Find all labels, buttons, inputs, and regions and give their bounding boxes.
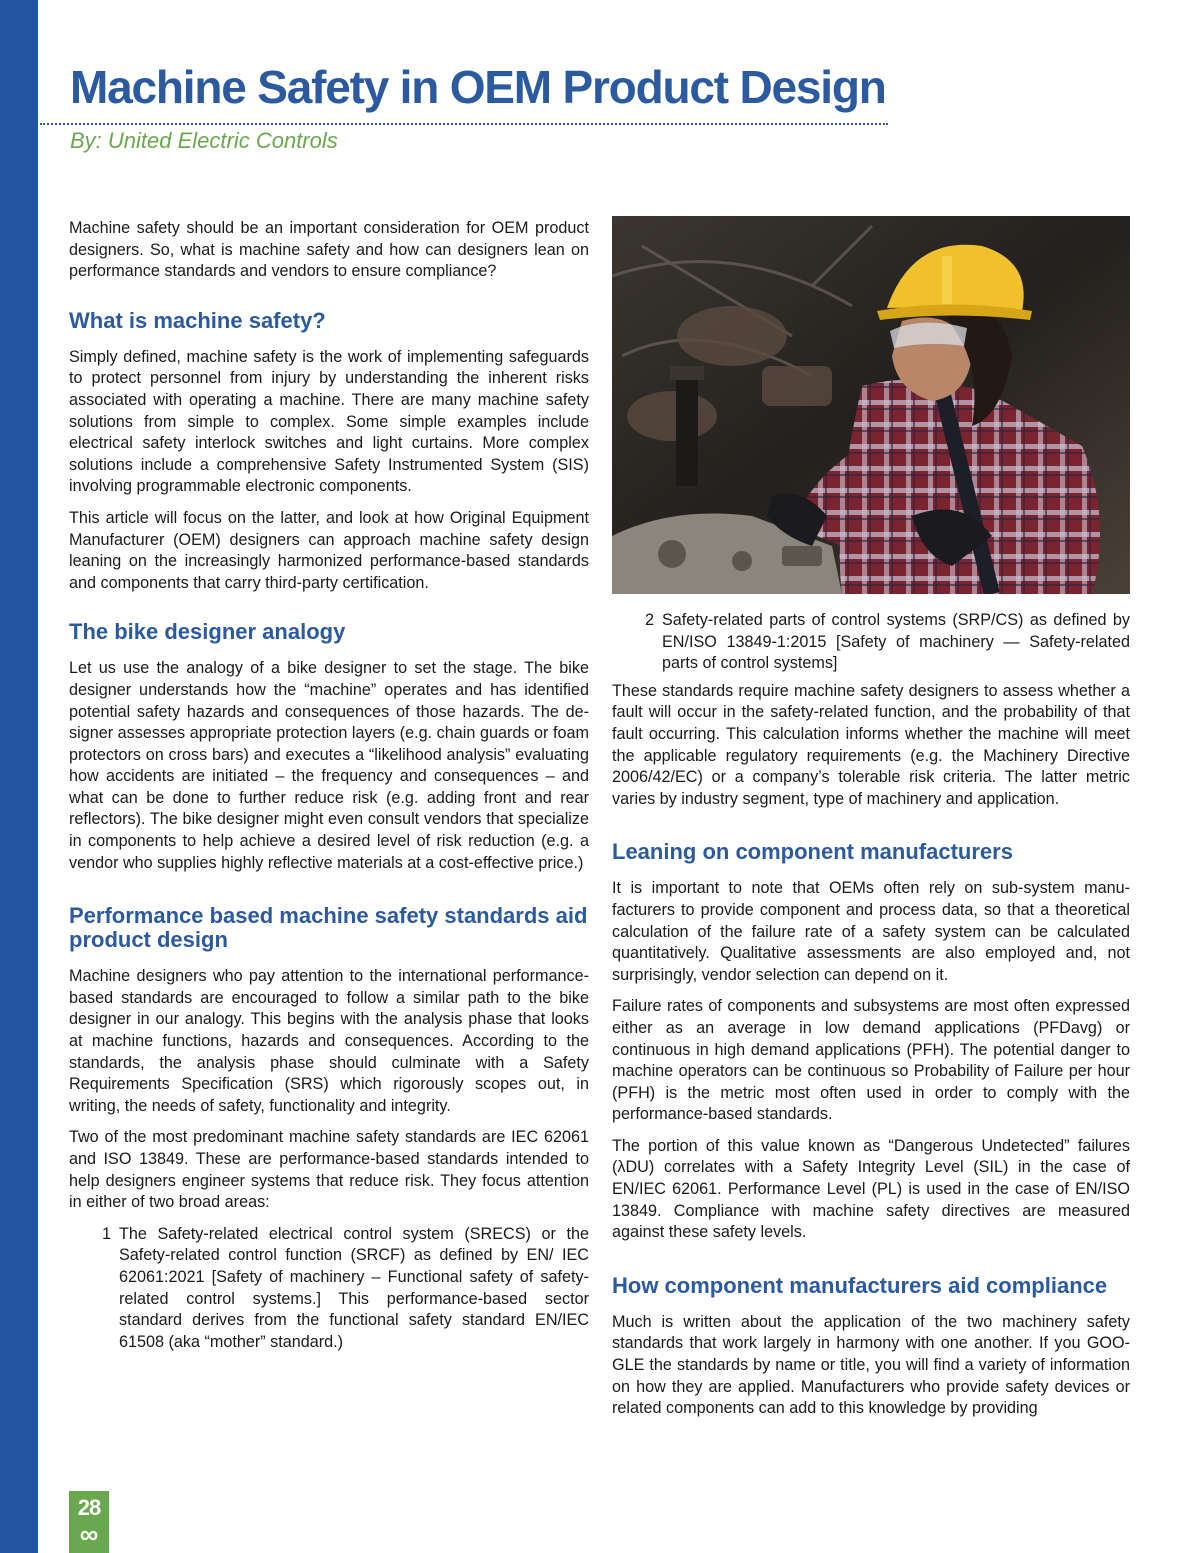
heading-bike-designer-analogy: The bike designer analogy [69, 619, 346, 645]
paragraph: It is important to note that OEMs often rely on sub-system manufacturers to provide component and process data, so that a theoretical calculation of the failure rate of a safety system can be calculated quantitatively. Qualitative assessments are also employed and, not surprisingly, vendor selection can depend on it. [612, 879, 1130, 984]
intro-paragraph: Machine safety should be an important consideration for OEM product designers. So, what is machine safety and how can designers lean on performance standards and vendors to ensure compliance? [69, 219, 589, 281]
list-item [612, 610, 1130, 675]
list-number: 1 [101, 1224, 111, 1243]
paragraph: The portion of this value known as “Dangerous Undetected” failures (λDU) correlates with a Safety Integrity Level (SIL) in the case of EN/IEC 62061. Performance Level (PL) is used in the case of EN/ISO 13849. Compliance with machine safety directives are measured against these safety levels. [612, 1136, 1130, 1242]
heading-leaning-on-manufacturers: Leaning on component manufacturers [612, 839, 1013, 865]
left-column [69, 218, 589, 1359]
page-number-badge [69, 1491, 109, 1553]
list-text: Safety-related parts of control systems (SRP/CS) as defined by EN/ISO 13849-1:2015 [Safety of machinery — Safety-related parts of control systems] [662, 611, 1130, 673]
list-item [69, 1224, 589, 1354]
list-number: 2 [644, 611, 654, 629]
byline: By: United Electric Controls [70, 128, 338, 153]
paragraph: Simply defined, machine safety is the work of implementing safeguards to protect personnel from injury by understanding the inherent risks associated with operating a machine. There are many machine safety solutions from simple to complex. Some simple examples include electrical safety interlock switches and light curtains. More complex solutions include a comprehensive Safety Instrumented System (SIS) involving programmable electronic components. [69, 347, 589, 496]
paragraph: Let us use the analogy of a bike designer to set the stage. The bike designer understands how the “machine” operates and has identified potential safety hazards and consequences of those hazards. The designer assesses appropriate protection layers (e.g. chain guards or foam protectors on cross bars) and executes a “likelihood analysis” evaluating how accidents are initiated – the frequency and consequences – and what can be done to further reduce risk (e.g. adding front and rear reflectors). The bike designer might even consult vendors that specialize in components to help achieve a desired level of risk reduction (e.g. a vendor who supplies highly reflective materials at a cost-effective price.) [69, 659, 589, 872]
paragraph: Two of the most predominant machine safety standards are IEC 62061 and ISO 13849. These are performance-based standards intended to help designers engineer systems that reduce risk. They focus attention in either of two broad areas: [69, 1128, 589, 1212]
paragraph: This article will focus on the latter, and look at how Original Equipment Manufacturer (OEM) designers can approach machine safety design leaning on the increasingly harmonized performance-based standards and components that carry third-party certification. [69, 508, 589, 592]
heading-what-is-machine-safety: What is machine safety? [69, 307, 326, 333]
title-divider [40, 123, 888, 125]
heading-how-manufacturers-aid-compliance: How component manufacturers aid compliance [612, 1272, 1108, 1298]
page-number: 28 [77, 1495, 101, 1520]
infinity-icon: ∞ [79, 1519, 99, 1549]
heading-performance-based-standards: Performance based machine safety standards aid product design [69, 903, 588, 953]
paragraph: Much is written about the application of the two machinery safety standards that work largely in harmony with one another. If you GOOGLE the standards by name or title, you will find a variety of information on how they are applied. Manufacturers who provide safety devices or related components can add to this knowledge by providing [612, 1312, 1130, 1418]
paragraph: Machine designers who pay attention to the international performance-based standards are encouraged to follow a similar path to the bike designer in our analogy. This begins with the analysis phase that looks at machine functions, hazards and consequences. According to the standards, the analysis phase should culminate with a Safety Requirements Specification (SRS) which rigorously scopes out, in writing, the needs of safety, functionality and integrity. [69, 967, 589, 1115]
worker-photo [612, 216, 1130, 594]
page-title: Machine Safety in OEM Product Design [70, 61, 886, 113]
list-text: The Safety-related electrical control system (SRECS) or the Safety-related control function (SRCF) as defined by EN/ IEC 62061:2021 [Safety of machinery – Functional safety of safety-related control systems.] This performance-based sector standard derives from the functional safety standard EN/IEC 61508 (aka “mother” standard.) [119, 1224, 589, 1351]
paragraph: These standards require machine safety designers to assess whether a fault will occur in the safety-related function, and the probability of that fault occurring. This calculation informs whether the machine will meet the applicable regulatory requirements (e.g. the Machinery Directive 2006/42/EC) or a company’s tolerable risk criteria. The latter metric varies by industry segment, type of machinery and application. [612, 681, 1130, 808]
paragraph: Failure rates of components and subsystems are most often expressed either as an average in low demand applications (PFDavg) or continuous in high demand applications (PFH). The potential danger to machine operators can be continuous so Probability of Failure per hour (PFH) is the metric most often used in order to comply with the performance-based standards. [612, 997, 1130, 1124]
left-color-bar [0, 0, 38, 1553]
right-column [612, 610, 1130, 1430]
